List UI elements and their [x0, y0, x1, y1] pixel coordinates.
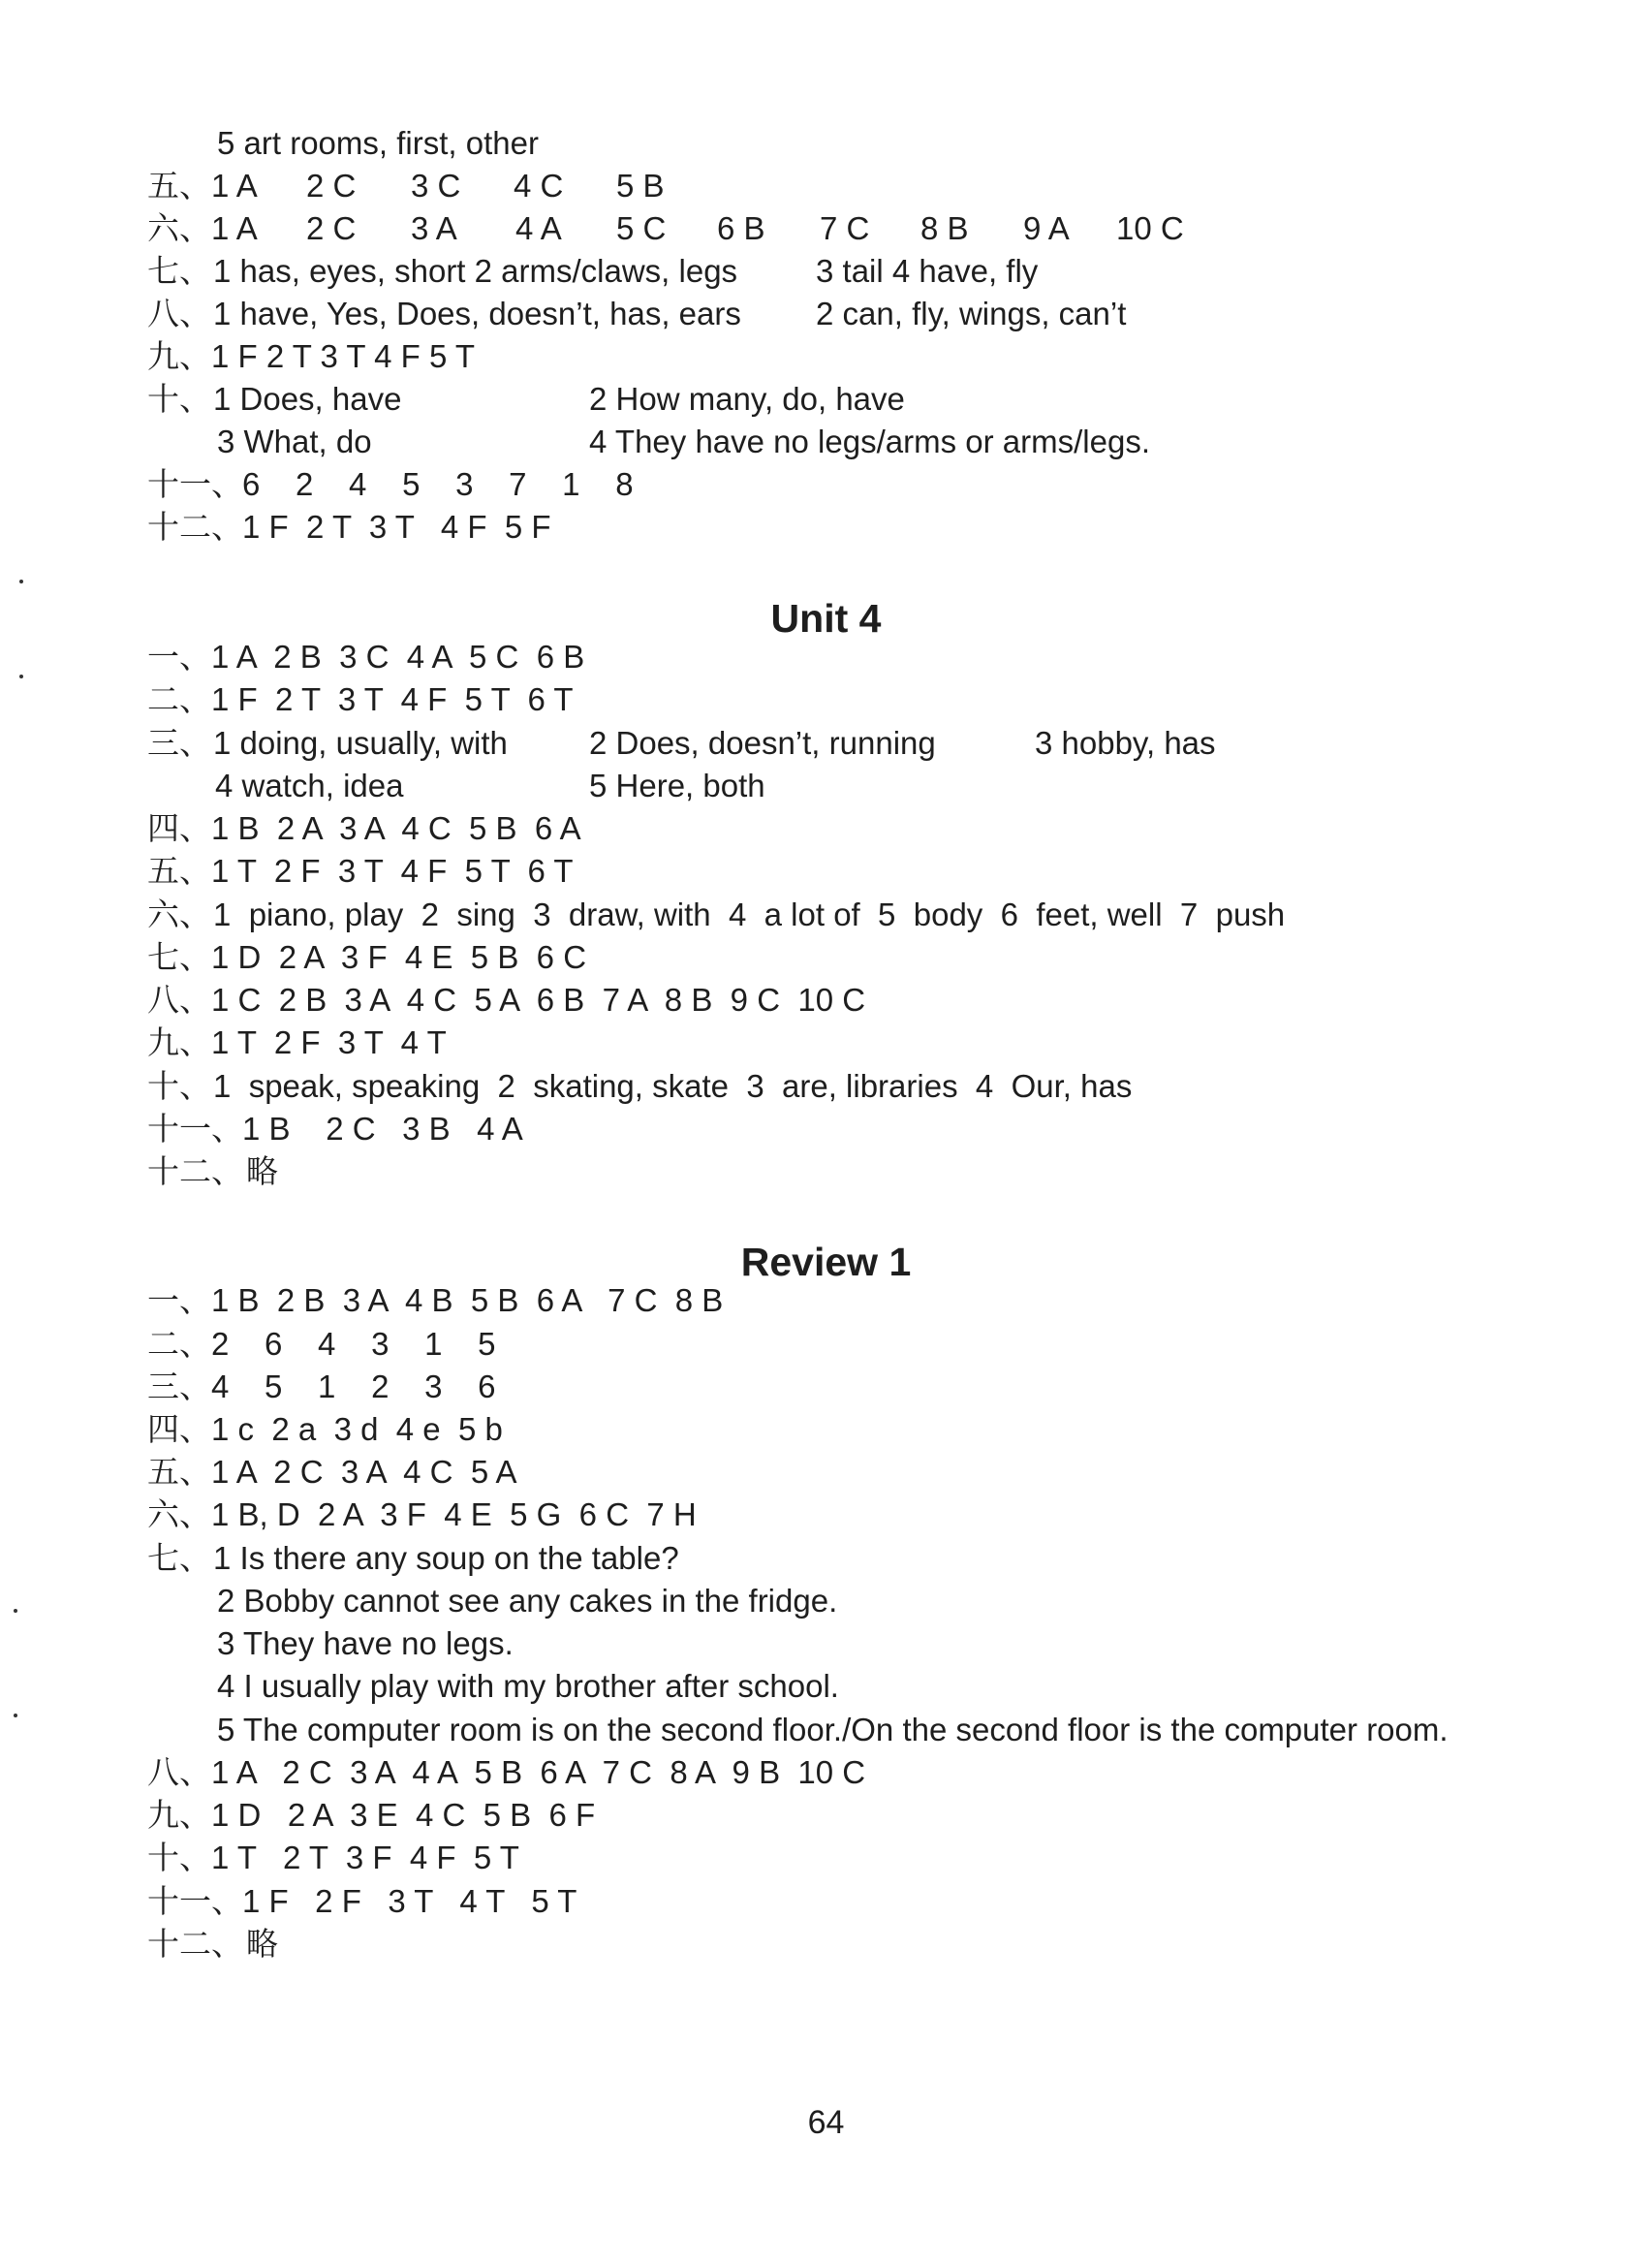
section-label: 七、 — [147, 253, 211, 289]
section-label: 十、 — [147, 1840, 211, 1875]
section-label: 十一、 — [147, 1111, 243, 1147]
answer-text: 1 B 2 B 3 A 4 B 5 B 6 A 7 C 8 B — [211, 1282, 724, 1318]
section-label: 十二、 — [147, 1153, 243, 1189]
scan-speck — [19, 675, 23, 678]
answer-text: 1 F 2 F 3 T 4 T 5 T — [242, 1883, 577, 1919]
answer-item: 5 C — [616, 210, 667, 246]
section-label: 八、 — [147, 296, 211, 331]
section-label: 四、 — [147, 810, 211, 846]
section-label: 一、 — [147, 639, 211, 675]
answer-item: 2 Does, doesn’t, running — [589, 725, 936, 761]
answer-item: 2 C — [306, 210, 357, 246]
answer-item: 4 C — [514, 168, 564, 204]
answer-item: 10 C — [1116, 210, 1184, 246]
answer-text: 1 c 2 a 3 d 4 e 5 b — [211, 1411, 503, 1447]
answer-item: 5 Here, both — [589, 768, 765, 803]
section-label: 九、 — [147, 338, 211, 374]
answer-item: 3 A — [411, 210, 457, 246]
section-heading: Unit 4 — [770, 596, 882, 641]
answer-text: 1 C 2 B 3 A 4 C 5 A 6 B 7 A 8 B 9 C 10 C — [211, 982, 866, 1018]
section-label: 三、 — [147, 725, 211, 761]
answer-item: 1 Is there any soup on the table? — [213, 1540, 679, 1576]
answer-text: 1 A 2 B 3 C 4 A 5 C 6 B — [211, 639, 585, 675]
scan-speck — [14, 1714, 17, 1717]
answer-item: 7 C — [820, 210, 870, 246]
section-label: 九、 — [147, 1797, 211, 1833]
answer-item: 1 A — [211, 210, 258, 246]
answer-item: 1 A — [211, 168, 258, 204]
section-label: 八、 — [147, 1754, 211, 1790]
answer-item: 5 B — [616, 168, 665, 204]
answer-text: 1 F 2 T 3 T 4 F 5 T 6 T — [211, 681, 574, 717]
answer-text: 1 A 2 C 3 A 4 C 5 A — [211, 1454, 517, 1490]
page-number: 64 — [807, 2104, 845, 2141]
answer-text: 1 T 2 F 3 T 4 T — [211, 1024, 447, 1060]
section-label: 八、 — [147, 982, 211, 1018]
answer-item: 3 hobby, has — [1035, 725, 1216, 761]
answer-text: 1 F 2 T 3 T 4 F 5 F — [242, 509, 551, 545]
section-label: 五、 — [147, 168, 211, 204]
section-label: 七、 — [147, 1540, 211, 1576]
section-label: 二、 — [147, 681, 211, 717]
section-label: 十一、 — [147, 1883, 243, 1919]
answer-item: 2 C — [306, 168, 357, 204]
answer-text: 1 D 2 A 3 E 4 C 5 B 6 F — [211, 1797, 596, 1833]
answer-text: 2 6 4 3 1 5 — [211, 1326, 496, 1362]
answer-text: 1 piano, play 2 sing 3 draw, with 4 a lot of 5 body 6 feet, well 7 push — [213, 897, 1286, 932]
answer-item: 3 tail 4 have, fly — [816, 253, 1039, 289]
scan-speck — [19, 580, 23, 583]
answer-text: 1 B, D 2 A 3 F 4 E 5 G 6 C 7 H — [211, 1496, 697, 1532]
answer-text: 略 — [246, 1926, 278, 1962]
answer-item: 2 How many, do, have — [589, 381, 905, 417]
answer-text: 1 T 2 T 3 F 4 F 5 T — [211, 1840, 519, 1875]
answer-item: 4 A — [515, 210, 562, 246]
answer-item: 6 B — [717, 210, 765, 246]
answer-item: 4 I usually play with my brother after school. — [217, 1668, 839, 1704]
section-label: 十二、 — [147, 509, 243, 545]
section-heading: Review 1 — [740, 1240, 912, 1284]
answer-item: 1 have, Yes, Does, doesn’t, has, ears — [213, 296, 741, 331]
answer-text: 1 A 2 C 3 A 4 A 5 B 6 A 7 C 8 A 9 B 10 C — [211, 1754, 866, 1790]
answer-item: 3 They have no legs. — [217, 1625, 514, 1661]
answer-item: 2 Bobby cannot see any cakes in the fridge. — [217, 1583, 838, 1619]
answer-text: 1 T 2 F 3 T 4 F 5 T 6 T — [211, 853, 574, 889]
section-label: 一、 — [147, 1282, 211, 1318]
answer-text: 1 B 2 A 3 A 4 C 5 B 6 A — [211, 810, 581, 846]
answer-item: 9 A — [1023, 210, 1070, 246]
answer-item: 3 C — [411, 168, 461, 204]
answer-item: 4 They have no legs/arms or arms/legs. — [589, 424, 1150, 459]
section-label: 五、 — [147, 853, 211, 889]
scan-speck — [14, 1609, 17, 1613]
answer-item: 3 What, do — [217, 424, 372, 459]
section-label: 三、 — [147, 1368, 211, 1404]
section-label: 四、 — [147, 1411, 211, 1447]
section-label: 十、 — [147, 381, 211, 417]
section-label: 九、 — [147, 1024, 211, 1060]
answer-text: 1 D 2 A 3 F 4 E 5 B 6 C — [211, 939, 587, 975]
answer-item: 1 Does, have — [213, 381, 402, 417]
answer-text: 1 B 2 C 3 B 4 A — [242, 1111, 523, 1147]
answer-text: 1 F 2 T 3 T 4 F 5 T — [211, 338, 476, 374]
section-label: 十一、 — [147, 466, 243, 502]
answer-text: 5 art rooms, first, other — [217, 125, 539, 161]
answer-text: 1 speak, speaking 2 skating, skate 3 are, libraries 4 Our, has — [213, 1068, 1133, 1104]
answer-text: 6 2 4 5 3 7 1 8 — [242, 466, 634, 502]
answer-item: 1 doing, usually, with — [213, 725, 508, 761]
section-label: 十、 — [147, 1068, 211, 1104]
section-label: 五、 — [147, 1454, 211, 1490]
section-label: 六、 — [147, 210, 211, 246]
section-label: 二、 — [147, 1326, 211, 1362]
section-label: 六、 — [147, 897, 211, 932]
answer-item: 5 The computer room is on the second floor./On the second floor is the computer room. — [217, 1712, 1449, 1747]
section-label: 十二、 — [147, 1926, 243, 1962]
answer-text: 4 5 1 2 3 6 — [211, 1368, 496, 1404]
answer-text: 略 — [246, 1153, 278, 1189]
section-label: 六、 — [147, 1496, 211, 1532]
answer-item: 8 B — [920, 210, 969, 246]
answer-item: 4 watch, idea — [215, 768, 404, 803]
section-label: 七、 — [147, 939, 211, 975]
answer-item: 2 can, fly, wings, can’t — [816, 296, 1127, 331]
answer-item: 1 has, eyes, short 2 arms/claws, legs — [213, 253, 738, 289]
